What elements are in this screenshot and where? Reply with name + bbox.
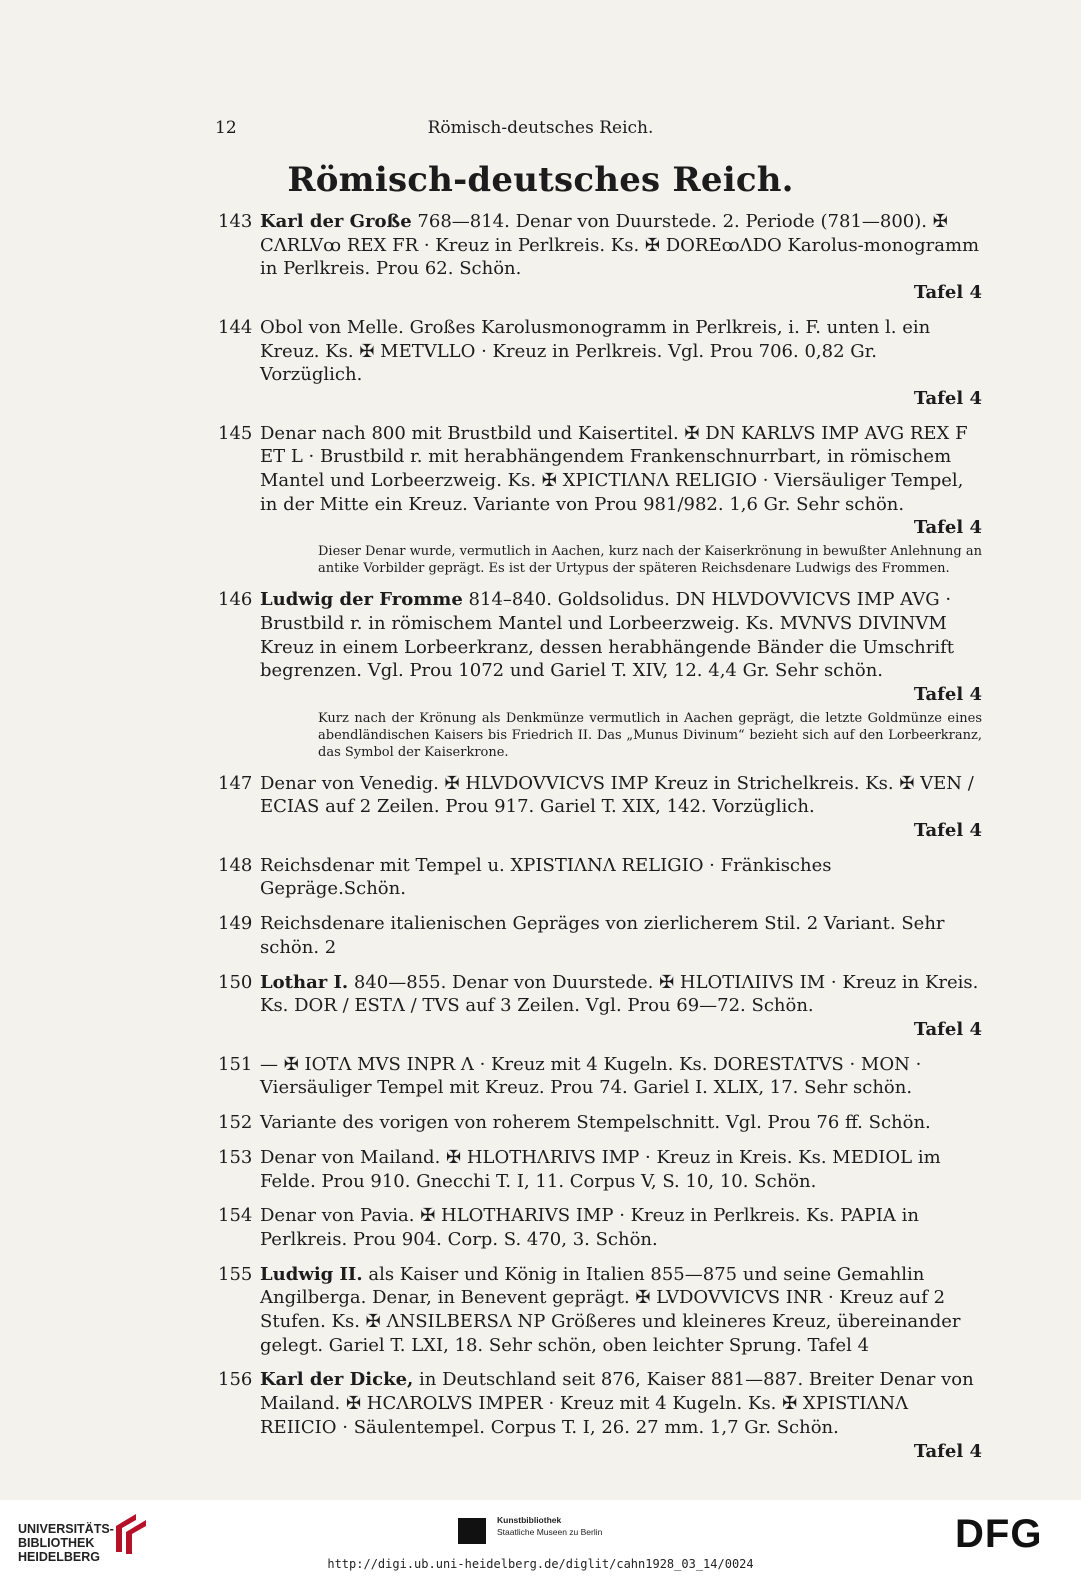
entry-number: 143	[218, 211, 253, 232]
entry-number: 144	[218, 316, 253, 338]
kb-line-1: Kunstbibliothek	[497, 1515, 562, 1525]
entry-note: Dieser Denar wurde, vermutlich in Aachen, kurz nach der Kaiserkrönung in bewußter Anlehnung an antike Vorbilder geprägt. Es ist der Urtypus der späteren Reichsdenare Ludwigs des Frommen.	[318, 544, 982, 577]
kb-line-2: Staatliche Museen zu Berlin	[497, 1527, 603, 1537]
entry-text: Denar von Pavia. ✠ HLOTHARIVS IMP · Kreuz in Perlkreis. Ks. PAPIA in Perlkreis. Prou 904. Corp. S. 470, 3. Schön.	[260, 1205, 920, 1250]
catalog-entry	[218, 772, 982, 843]
catalog-entry	[218, 971, 982, 1042]
entry-number: 146	[218, 589, 253, 611]
catalog-entry	[218, 854, 982, 901]
entry-number: 152	[218, 1112, 253, 1134]
catalog-entry	[218, 1146, 982, 1193]
entry-text: Reichsdenare italienischen Gepräges von zierlicherem Stil. 2 Variant. Sehr schön. 2	[260, 913, 945, 958]
catalog-entry	[218, 588, 982, 761]
entry-number: 155	[218, 1263, 253, 1285]
catalog-entries	[218, 210, 982, 1474]
entry-ruler: Lothar I.	[260, 971, 349, 993]
entry-text: Variante des vorigen von roherem Stempelschnitt. Vgl. Prou 76 ff. Schön.	[260, 1112, 931, 1134]
kunstbibliothek-logo-icon	[458, 1518, 486, 1544]
catalog-entry	[218, 422, 982, 578]
entry-text: Denar nach 800 mit Brustbild und Kaisertitel. ✠ DN KARLVS IMP AVG REX F ET L · Brustbild r. mit herabhängendem Frankenschnurrbart, in römischem Mantel und Lorbeerzweig. Ks. ✠ XPICTIΛNΛ RELIGIO · Viersäuliger Tempel, in der Mitte ein Kreuz. Variante von Prou 981/982. 1,6 Gr. Sehr schön.	[260, 422, 968, 515]
entry-tafel: Tafel 4	[913, 1440, 982, 1462]
catalog-entry	[218, 1053, 982, 1100]
library-line-3: HEIDELBERG	[18, 1550, 100, 1564]
page-title: Römisch-deutsches Reich.	[287, 160, 794, 200]
entry-tafel: Tafel 4	[913, 820, 982, 842]
entry-text: Denar von Mailand. ✠ HLOTHΛRIVS IMP · Kreuz in Kreis. Ks. MEDIOL im Felde. Prou 910. Gnecchi T. I, 11. Corpus V, S. 10, 10. Schön.	[260, 1146, 941, 1192]
running-head	[0, 118, 1081, 142]
entry-text: in Deutschland seit 876, Kaiser 881—887. Breiter Denar von Mailand. ✠ HCΛROLVS IMPER · Kreuz mit 4 Kugeln. Ks. ✠ XPISTIΛNΛ REIICIO · Säulentempel. Corpus T. I, 26. 27 mm. 1,7 Gr. Schön.	[260, 1369, 974, 1438]
catalog-entry	[218, 1368, 982, 1463]
entry-tafel: Tafel 4	[913, 683, 982, 705]
permalink-url[interactable]: http://digi.ub.uni-heidelberg.de/diglit/cahn1928_03_14/0024	[327, 1557, 754, 1571]
entry-number: 148	[218, 854, 253, 876]
library-line-1: UNIVERSITÄTS-	[18, 1522, 114, 1536]
entry-tafel: Tafel 4	[913, 282, 982, 304]
entry-note: Kurz nach der Krönung als Denkmünze vermutlich in Aachen geprägt, die letzte Goldmünze eines abendländischen Kaisers bis Friedrich II. Das „Munus Divinum“ bezieht sich auf den Lorbeerkranz, das Symbol der Kaiserkrone.	[318, 710, 982, 760]
catalog-entry	[218, 912, 982, 959]
entry-number: 156	[218, 1369, 253, 1391]
catalog-entry	[218, 1111, 982, 1135]
entry-text: Denar von Venedig. ✠ HLVDOVVICVS IMP Kreuz in Strichelkreis. Ks. ✠ VEN / ECIAS auf 2 Zeilen. Prou 917. Gariel T. XIX, 142. Vorzüglich.	[260, 772, 974, 818]
entry-number: 153	[218, 1146, 253, 1168]
entry-number: 147	[218, 772, 253, 794]
kunstbibliothek-text	[497, 1514, 602, 1538]
entry-number: 151	[218, 1053, 253, 1075]
entry-tafel: Tafel 4	[913, 517, 982, 539]
footer-bar	[0, 1500, 1081, 1577]
entry-number: 145	[218, 422, 253, 444]
ub-mark-icon	[110, 1512, 152, 1556]
catalog-entry	[218, 1263, 982, 1358]
entry-number: 149	[218, 913, 253, 935]
entry-ruler: Karl der Große	[260, 211, 412, 232]
entry-number: 150	[218, 971, 253, 993]
library-line-2: BIBLIOTHEK	[18, 1536, 95, 1550]
entry-text: — ✠ IOTΛ MVS INPR Λ · Kreuz mit 4 Kugeln. Ks. DORESTΛTVS · MON · Viersäuliger Tempel mit Kreuz. Prou 74. Gariel I. XLIX, 17. Sehr schön.	[260, 1053, 922, 1099]
running-title: Römisch-deutsches Reich.	[427, 118, 654, 138]
entry-text: 840—855. Denar von Duurstede. ✠ HLOTIΛIIVS IM · Kreuz in Kreis. Ks. DOR / ESTΛ / TVS auf 3 Zeilen. Vgl. Prou 69—72. Schön.	[260, 971, 979, 1017]
entry-text: als Kaiser und König in Italien 855—875 und seine Gemahlin Angilberga. Denar, in Benevent geprägt. ✠ LVDOVVICVS INR · Kreuz auf 2 Stufen. Ks. ✠ ΛNSILBERSΛ NP Größeres und kleineres Kreuz, übereinander gelegt. Gariel T. LXI, 18. Sehr schön, oben leichter Sprung. Tafel 4	[260, 1263, 961, 1356]
page-number: 12	[215, 118, 237, 138]
entry-text: Reichsdenar mit Tempel u. XPISTIΛNΛ RELIGIO · Fränkisches Gepräge.Schön.	[260, 854, 832, 900]
entry-number: 154	[218, 1205, 253, 1227]
dfg-logo[interactable]: DFG	[955, 1512, 1043, 1556]
entry-tafel: Tafel 4	[913, 1018, 982, 1040]
catalog-entry	[218, 210, 982, 305]
entry-tafel: Tafel 4	[913, 387, 982, 409]
entry-text: Obol von Melle. Großes Karolusmonogramm in Perlkreis, i. F. unten l. ein Kreuz. Ks. ✠ METVLLO · Kreuz in Perlkreis. Vgl. Prou 706. 0,82 Gr. Vorzüglich.	[260, 316, 931, 386]
entry-text: 768—814. Denar von Duurstede. 2. Periode (781—800). ✠ CΛRLVꝏ REX FR · Kreuz in Perlkreis. Ks. ✠ DOREꝏΛDO Karolus-monogramm in Perlkreis. Prou 62. Schön.	[260, 211, 980, 280]
catalog-entry	[218, 1204, 982, 1251]
entry-ruler: Ludwig II.	[260, 1263, 363, 1285]
entry-text: 814–840. Goldsolidus. DN HLVDOVVICVS IMP AVG · Brustbild r. in römischem Mantel und Lorbeerzweig. Ks. MVNVS DIVINVM Kreuz in einem Lorbeerkranz, dessen herabhängende Bänder die Umschrift begrenzen. Vgl. Prou 1072 und Gariel T. XIV, 12. 4,4 Gr. Sehr schön.	[260, 589, 955, 682]
entry-ruler: Ludwig der Fromme	[260, 589, 463, 611]
entry-ruler: Karl der Dicke,	[260, 1369, 414, 1391]
catalog-entry	[218, 316, 982, 411]
